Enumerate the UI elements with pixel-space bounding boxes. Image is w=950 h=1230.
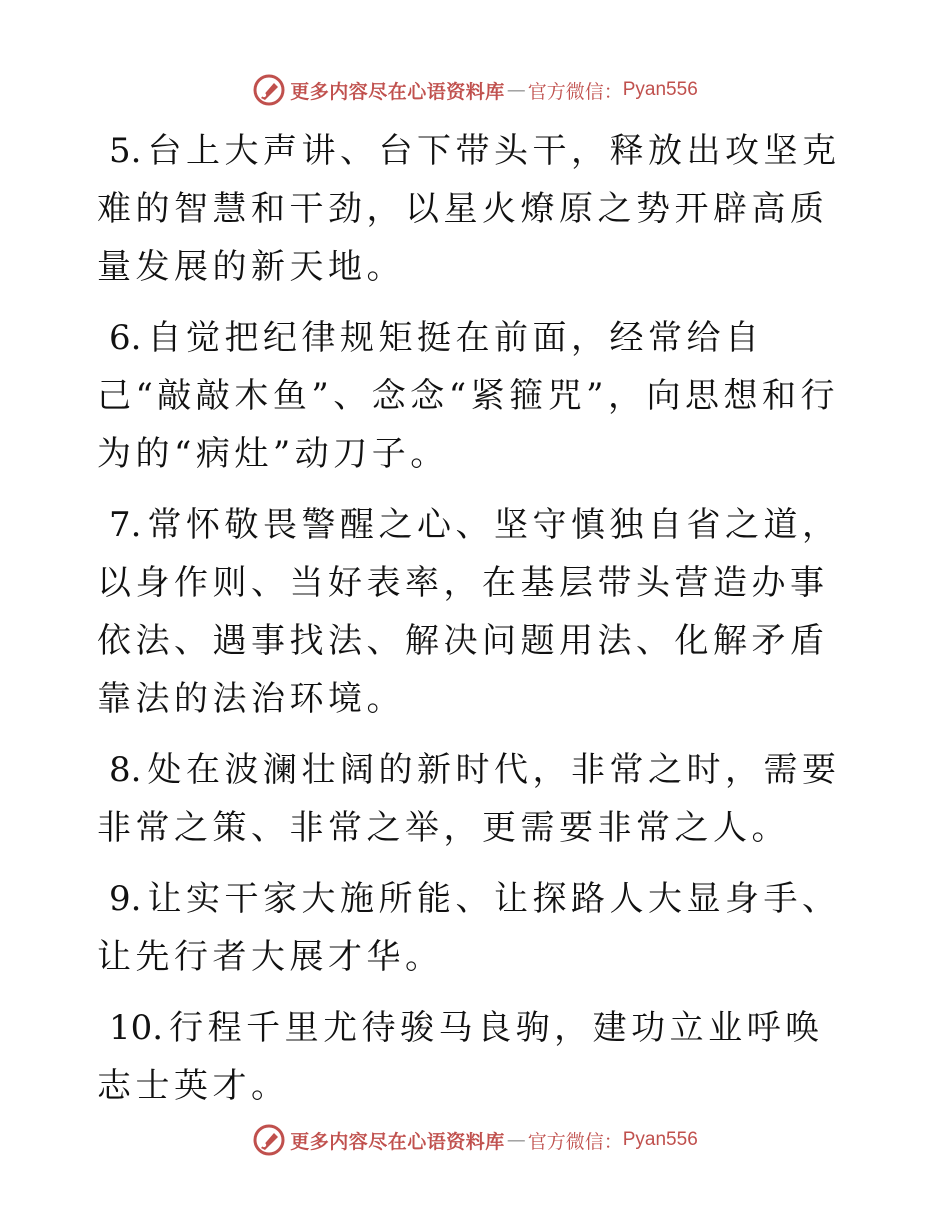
item-text: 常怀敬畏警醒之心、坚守慎独自省之道，以身作则、当好表率，在基层带头营造办事依法、遇事找法、解决问题用法、化解矛盾靠法的法治环境。 <box>97 505 841 719</box>
item-text: 自觉把纪律规矩挺在前面，经常给自己“敲敲木鱼”、念念“紧箍咒”，向思想和行为的“病灶”动刀子。 <box>97 318 840 474</box>
item-text: 行程千里尤待骏马良驹，建功立业呼唤志士英才。 <box>97 1008 824 1106</box>
item-text: 台上大声讲、台下带头干，释放出攻坚克难的智慧和干劲，以星火燎原之势开辟高质量发展的新天地。 <box>97 131 841 287</box>
header-wechat-label: 官方微信： <box>527 80 623 103</box>
header-wechat-handle: Pyan556 <box>622 79 698 100</box>
pen-nib-icon <box>252 73 286 107</box>
list-item-6 <box>97 309 857 483</box>
footer-wechat-handle: Pyan556 <box>622 1129 698 1150</box>
item-number: 5. <box>109 131 142 171</box>
list-item-7 <box>97 496 857 728</box>
footer-wechat-label: 官方微信： <box>527 1130 623 1153</box>
item-number: 8. <box>109 750 142 790</box>
item-number: 6. <box>109 318 142 358</box>
document-body <box>97 122 857 1128</box>
item-text: 让实干家大施所能、让探路人大显身手、让先行者大展才华。 <box>97 879 841 977</box>
item-number: 7. <box>109 505 142 545</box>
header-dash: — <box>506 79 526 101</box>
list-item-5 <box>97 122 857 296</box>
list-item-9 <box>97 870 857 986</box>
header-site-text: 更多内容尽在心语资料库 <box>290 80 505 103</box>
pen-nib-icon <box>252 1123 286 1157</box>
footer-site-text: 更多内容尽在心语资料库 <box>290 1130 505 1153</box>
item-text: 处在波澜壮阔的新时代，非常之时，需要非常之策、非常之举，更需要非常之人。 <box>97 750 841 848</box>
footer-watermark <box>0 1120 950 1160</box>
list-item-8 <box>97 741 857 857</box>
footer-dash: — <box>506 1129 526 1151</box>
list-item-10 <box>97 999 857 1115</box>
item-number: 10. <box>109 1008 164 1048</box>
header-watermark <box>0 70 950 110</box>
item-number: 9. <box>109 879 142 919</box>
